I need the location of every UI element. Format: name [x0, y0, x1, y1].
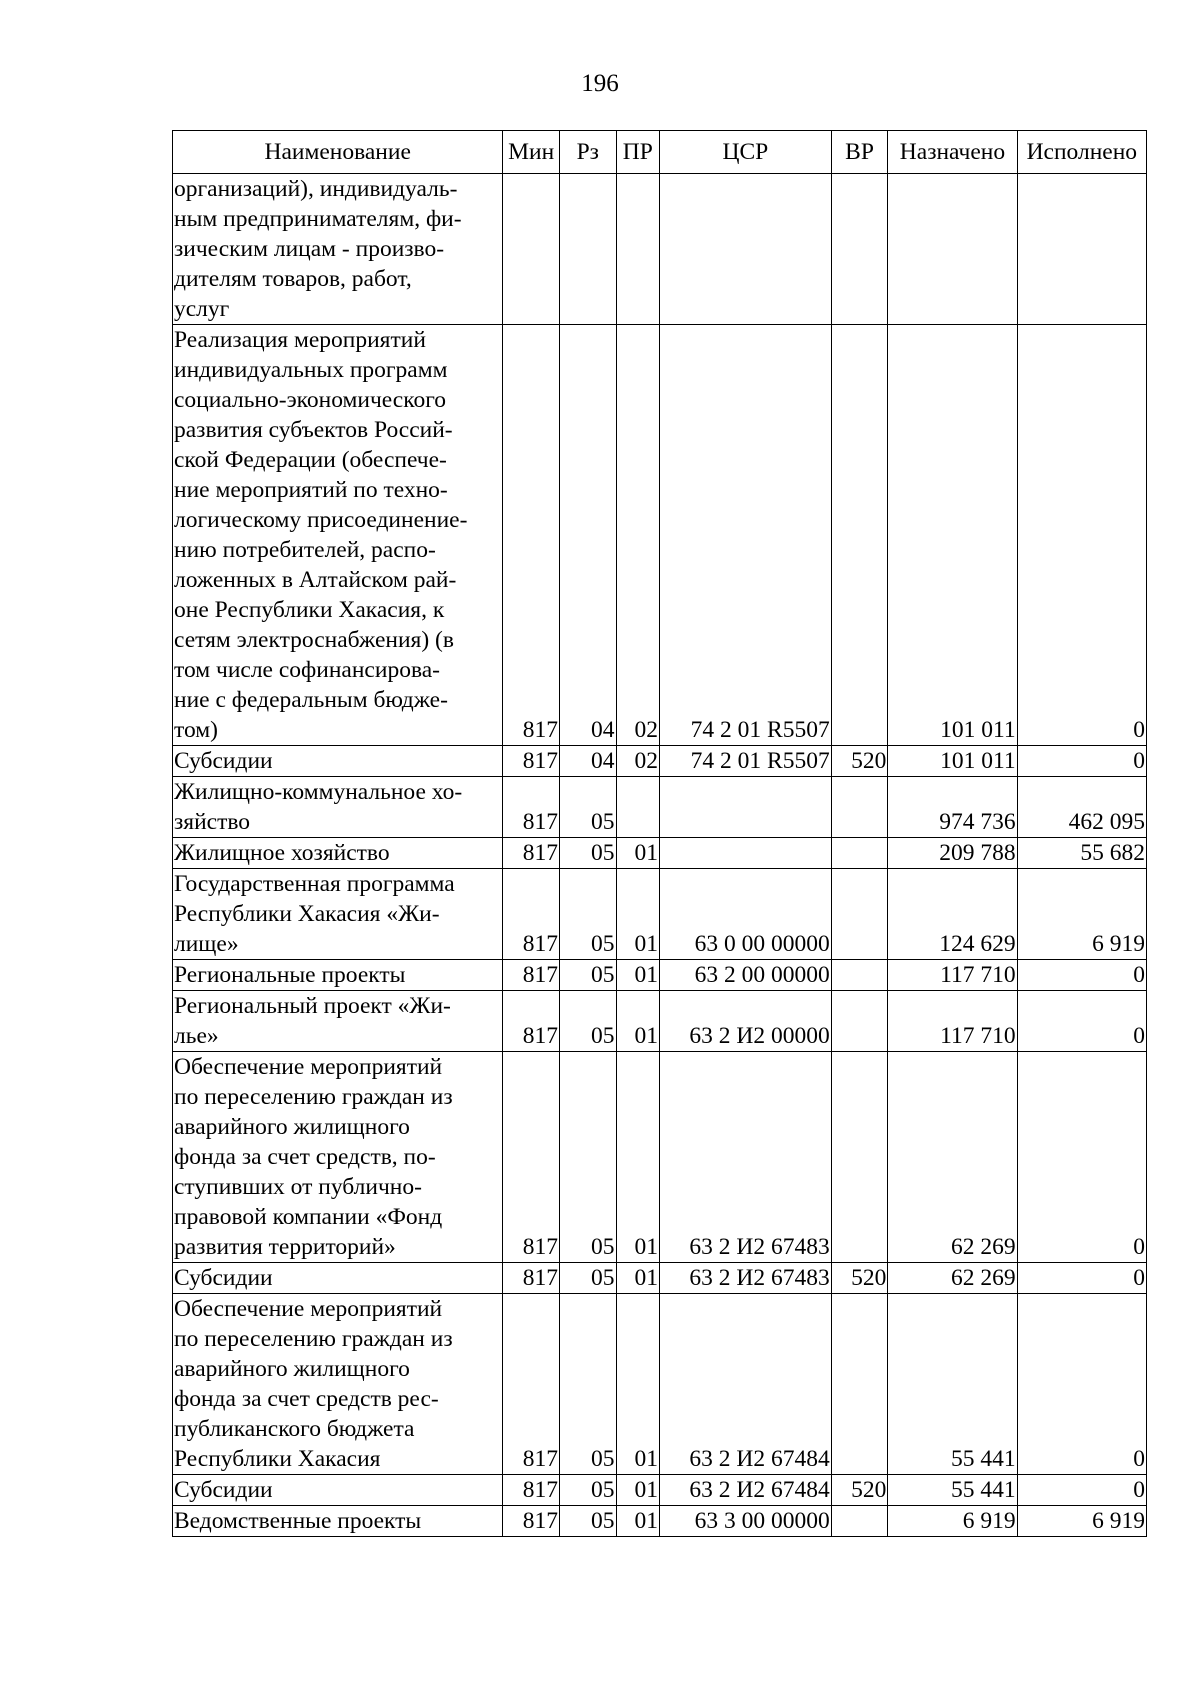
cell-vr: 520 [831, 746, 888, 777]
header-rz: Рз [559, 131, 616, 174]
cell-vr [831, 991, 888, 1052]
cell-vr [831, 838, 888, 869]
table-row [173, 960, 1147, 991]
budget-table [172, 130, 1147, 1537]
cell-name: Жилищно-коммунальное хо- зяйство [173, 777, 503, 838]
cell-executed: 0 [1017, 960, 1146, 991]
cell-assigned: 117 710 [888, 991, 1017, 1052]
cell-rz: 05 [559, 838, 616, 869]
cell-pr: 01 [616, 1506, 659, 1537]
cell-csr: 63 0 00 00000 [659, 869, 831, 960]
cell-name: Жилищное хозяйство [173, 838, 503, 869]
table-body [173, 174, 1147, 1537]
table-row [173, 1263, 1147, 1294]
cell-pr: 02 [616, 746, 659, 777]
cell-assigned: 124 629 [888, 869, 1017, 960]
cell-csr: 63 2 00 00000 [659, 960, 831, 991]
cell-vr [831, 1052, 888, 1263]
cell-rz: 04 [559, 325, 616, 746]
cell-name: Субсидии [173, 1263, 503, 1294]
cell-pr: 01 [616, 1475, 659, 1506]
header-pr: ПР [616, 131, 659, 174]
cell-vr: 520 [831, 1475, 888, 1506]
cell-csr: 63 2 И2 00000 [659, 991, 831, 1052]
cell-pr: 02 [616, 325, 659, 746]
table-row [173, 1052, 1147, 1263]
cell-executed: 0 [1017, 1052, 1146, 1263]
cell-pr: 01 [616, 1294, 659, 1475]
cell-min: 817 [503, 960, 560, 991]
header-assigned: Назначено [888, 131, 1017, 174]
cell-assigned: 117 710 [888, 960, 1017, 991]
cell-rz: 05 [559, 777, 616, 838]
cell-pr: 01 [616, 838, 659, 869]
cell-executed: 0 [1017, 991, 1146, 1052]
cell-min: 817 [503, 1263, 560, 1294]
cell-min: 817 [503, 838, 560, 869]
cell-min [503, 174, 560, 325]
header-min: Мин [503, 131, 560, 174]
table-row [173, 869, 1147, 960]
cell-executed: 462 095 [1017, 777, 1146, 838]
cell-name: Обеспечение мероприятий по переселению граждан из аварийного жилищного фонда за счет средств рес- публиканского бюджета Республики Хакасия [173, 1294, 503, 1475]
cell-csr: 63 2 И2 67484 [659, 1475, 831, 1506]
cell-assigned: 101 011 [888, 746, 1017, 777]
cell-assigned: 974 736 [888, 777, 1017, 838]
page-number: 196 [581, 70, 619, 97]
cell-min: 817 [503, 1506, 560, 1537]
cell-executed [1017, 174, 1146, 325]
cell-csr: 74 2 01 R5507 [659, 746, 831, 777]
cell-csr: 74 2 01 R5507 [659, 325, 831, 746]
table-row [173, 991, 1147, 1052]
table-row [173, 174, 1147, 325]
cell-vr [831, 325, 888, 746]
cell-min: 817 [503, 746, 560, 777]
cell-assigned: 6 919 [888, 1506, 1017, 1537]
cell-min: 817 [503, 777, 560, 838]
cell-name: Субсидии [173, 1475, 503, 1506]
table-row [173, 1506, 1147, 1537]
cell-csr: 63 3 00 00000 [659, 1506, 831, 1537]
table-row [173, 777, 1147, 838]
cell-rz: 05 [559, 960, 616, 991]
cell-min: 817 [503, 325, 560, 746]
cell-name: Реализация мероприятий индивидуальных программ социально-экономического развития субъектов Россий- ской Федерации (обеспече- ние мероприятий по техно- логическому присоединение- нию потребителей, распо- ложенных в Алтайском рай- оне Республики Хакасия, к сетям электроснабжения) (в том числе софинансирова- ние с федеральным бюдже- том) [173, 325, 503, 746]
cell-vr [831, 1506, 888, 1537]
cell-assigned: 62 269 [888, 1263, 1017, 1294]
cell-executed: 0 [1017, 325, 1146, 746]
cell-min: 817 [503, 869, 560, 960]
cell-name: Обеспечение мероприятий по переселению граждан из аварийного жилищного фонда за счет средств, по- ступивших от публично- правовой компании «Фонд развития территорий» [173, 1052, 503, 1263]
cell-executed: 0 [1017, 1294, 1146, 1475]
cell-executed: 6 919 [1017, 1506, 1146, 1537]
cell-executed: 0 [1017, 746, 1146, 777]
header-csr: ЦСР [659, 131, 831, 174]
cell-name: Региональные проекты [173, 960, 503, 991]
table-row [173, 1294, 1147, 1475]
table-header-row [173, 131, 1147, 174]
cell-rz: 05 [559, 1052, 616, 1263]
cell-pr: 01 [616, 960, 659, 991]
cell-rz: 05 [559, 1294, 616, 1475]
header-executed: Исполнено [1017, 131, 1146, 174]
cell-csr: 63 2 И2 67483 [659, 1263, 831, 1294]
cell-min: 817 [503, 1475, 560, 1506]
table-row [173, 838, 1147, 869]
cell-vr [831, 174, 888, 325]
cell-assigned: 55 441 [888, 1294, 1017, 1475]
cell-vr [831, 777, 888, 838]
cell-rz: 05 [559, 869, 616, 960]
cell-rz: 05 [559, 1506, 616, 1537]
cell-min: 817 [503, 991, 560, 1052]
cell-assigned: 209 788 [888, 838, 1017, 869]
cell-name: Государственная программа Республики Хакасия «Жи- лище» [173, 869, 503, 960]
cell-pr: 01 [616, 1052, 659, 1263]
cell-rz [559, 174, 616, 325]
header-name: Наименование [173, 131, 503, 174]
cell-assigned [888, 174, 1017, 325]
cell-assigned: 101 011 [888, 325, 1017, 746]
cell-assigned: 55 441 [888, 1475, 1017, 1506]
cell-rz: 05 [559, 991, 616, 1052]
cell-csr: 63 2 И2 67484 [659, 1294, 831, 1475]
cell-name: Субсидии [173, 746, 503, 777]
cell-min: 817 [503, 1052, 560, 1263]
cell-pr [616, 777, 659, 838]
table-row [173, 746, 1147, 777]
cell-name: организаций), индивидуаль- ным предпринимателям, фи- зическим лицам - произво- дителям товаров, работ, услуг [173, 174, 503, 325]
cell-pr [616, 174, 659, 325]
cell-rz: 04 [559, 746, 616, 777]
header-vr: ВР [831, 131, 888, 174]
cell-csr: 63 2 И2 67483 [659, 1052, 831, 1263]
cell-vr: 520 [831, 1263, 888, 1294]
cell-executed: 55 682 [1017, 838, 1146, 869]
cell-min: 817 [503, 1294, 560, 1475]
cell-name: Ведомственные проекты [173, 1506, 503, 1537]
table-row [173, 325, 1147, 746]
cell-executed: 0 [1017, 1475, 1146, 1506]
cell-csr [659, 777, 831, 838]
cell-rz: 05 [559, 1475, 616, 1506]
cell-executed: 0 [1017, 1263, 1146, 1294]
cell-pr: 01 [616, 869, 659, 960]
cell-csr [659, 174, 831, 325]
cell-vr [831, 960, 888, 991]
cell-vr [831, 869, 888, 960]
cell-vr [831, 1294, 888, 1475]
cell-name: Региональный проект «Жи- лье» [173, 991, 503, 1052]
table-row [173, 1475, 1147, 1506]
cell-assigned: 62 269 [888, 1052, 1017, 1263]
cell-pr: 01 [616, 991, 659, 1052]
cell-csr [659, 838, 831, 869]
cell-executed: 6 919 [1017, 869, 1146, 960]
cell-pr: 01 [616, 1263, 659, 1294]
cell-rz: 05 [559, 1263, 616, 1294]
